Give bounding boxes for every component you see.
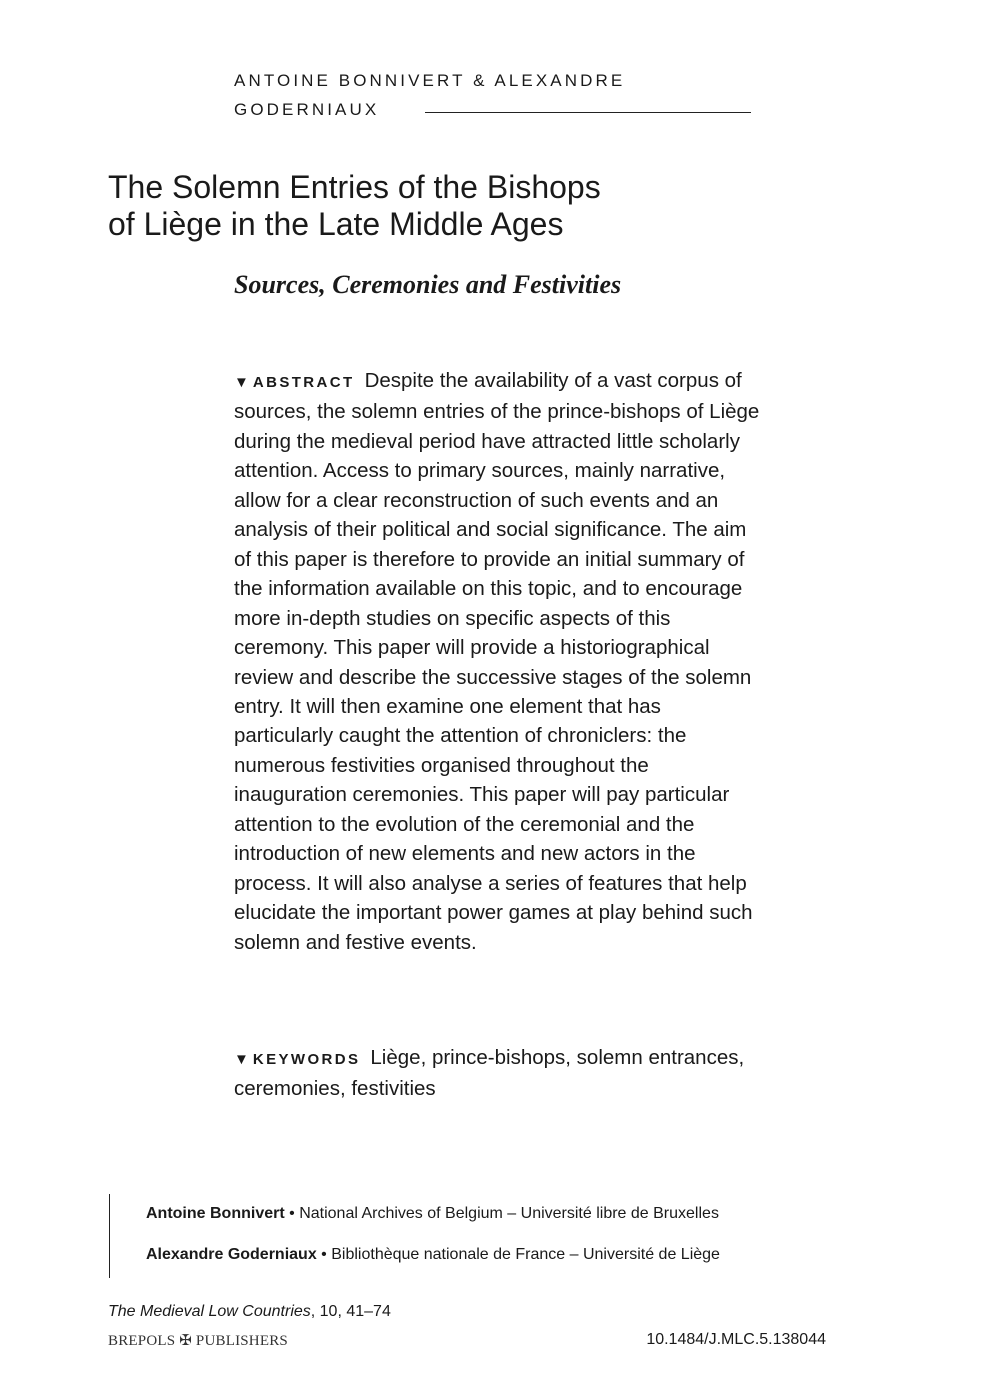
keywords-paragraph: [234, 1043, 762, 1104]
keywords-text: Liège, prince-bishops, solemn entrances, ceremonies, festivities: [234, 1046, 745, 1101]
title-line2: of Liège in the Late Middle Ages: [108, 206, 564, 242]
journal-citation: [108, 1303, 391, 1321]
article-subtitle: Sources, Ceremonies and Festivities: [234, 270, 622, 299]
affiliation-2: [146, 1246, 720, 1264]
affiliation-1: [146, 1205, 719, 1223]
affiliation-1-separator: •: [289, 1205, 295, 1222]
header-rule: [425, 112, 751, 113]
abstract-text: Despite the availability of a vast corpus of sources, the solemn entries of the prince-bishops of Liège during the medieval period have attracted little scholarly attention. Access to primary sources, mainly narrative, allow for a clear reconstruction of such events and an analysis of their political and social significance. The aim of this paper is therefore to provide an initial summary of the information available on this topic, and to encourage more in-depth studies on specific aspects of this ceremony. This paper will provide a historiographical review and describe the successive stages of the solemn entry. It will then examine one element that has particularly caught the attention of chroniclers: the numerous festivities organised throughout the inauguration ceremonies. This paper will pay particular attention to the evolution of the ceremonial and the introduction of new elements and new actors in the process. It will also analyse a series of features that help elucidate the important power games at play behind such solemn and festive events.: [234, 369, 760, 954]
publisher-name: BREPOLS ✠ PUBLISHERS: [108, 1333, 288, 1349]
affiliation-1-name: Antoine Bonnivert: [146, 1205, 285, 1222]
keywords-label: KEYWORDS: [252, 1051, 361, 1068]
author-header-line2-row: [234, 95, 764, 124]
abstract-triangle-icon: ▼: [234, 374, 249, 391]
abstract-label: ABSTRACT: [252, 374, 355, 391]
title-line1: The Solemn Entries of the Bishops: [108, 169, 601, 205]
doi-identifier[interactable]: 10.1484/J.MLC.5.138044: [646, 1331, 826, 1348]
abstract-paragraph: [234, 366, 762, 957]
journal-name: The Medieval Low Countries: [108, 1303, 311, 1320]
author-header-line1: ANTOINE BONNIVERT & ALEXANDRE: [234, 71, 626, 90]
author-header-line2: GODERNIAUX: [234, 100, 380, 119]
journal-volume-pages: , 10, 41–74: [310, 1303, 391, 1320]
affiliation-2-separator: •: [321, 1246, 327, 1263]
article-title: [108, 169, 728, 243]
keywords-triangle-icon: ▼: [234, 1051, 249, 1068]
running-author-header: [234, 66, 764, 124]
affiliation-1-institution: National Archives of Belgium – Université libre de Bruxelles: [299, 1205, 719, 1222]
affiliation-bar: [109, 1194, 110, 1278]
affiliation-2-name: Alexandre Goderniaux: [146, 1246, 317, 1263]
affiliation-2-institution: Bibliothèque nationale de France – Université de Liège: [331, 1246, 720, 1263]
